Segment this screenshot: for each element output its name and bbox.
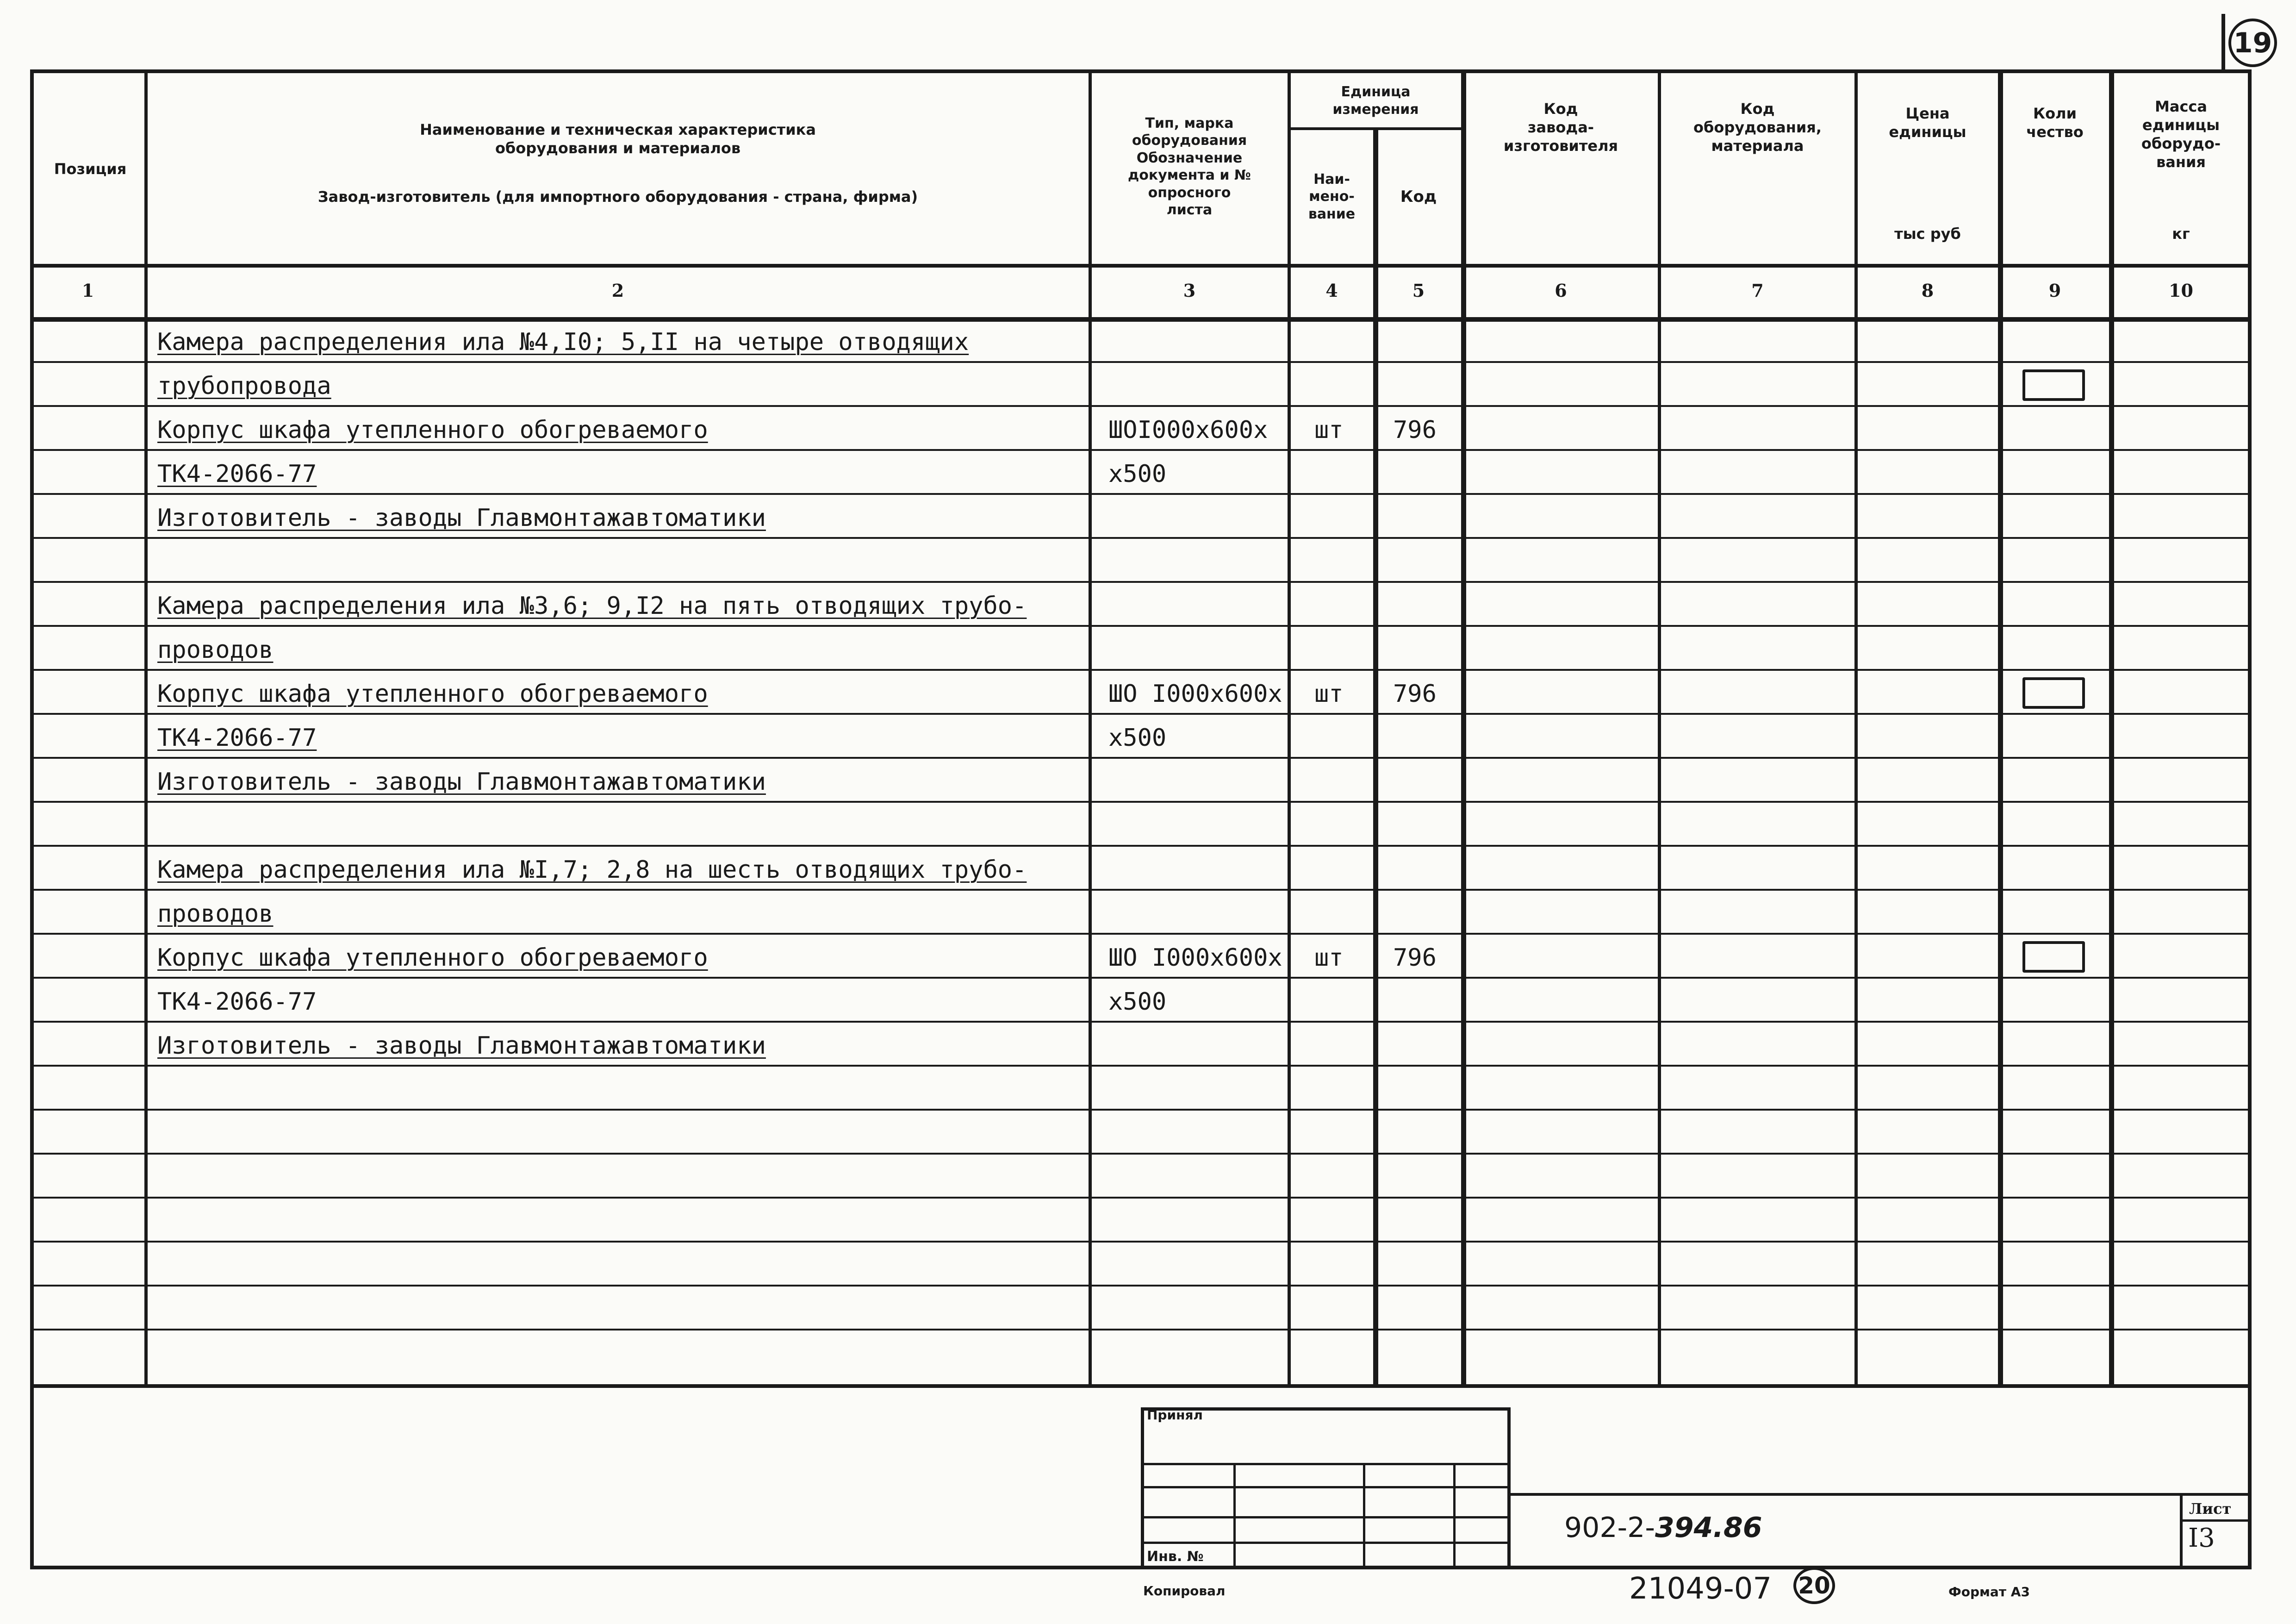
row-type-mark: ШО I000x600x — [1108, 944, 1282, 972]
row-unit-code: 796 — [1393, 416, 1437, 444]
table-row — [0, 801, 2296, 845]
table-body-bottom-line — [30, 1384, 2252, 1388]
header-manufacturer: Завод-изготовитель (для импортного оборудования - страна, фирма) — [317, 188, 918, 206]
row-unit: шт — [1314, 416, 1344, 444]
table-row — [0, 1109, 2296, 1153]
table-row — [0, 1329, 2296, 1373]
top-right-corner-mark — [2221, 14, 2225, 69]
table-row — [0, 625, 2296, 669]
column-number: 10 — [2169, 280, 2193, 301]
column-number: 6 — [1555, 280, 1567, 301]
row-name: Камера распределения ила №4,I0; 5,II на четыре отводящих — [157, 328, 969, 356]
table-row — [0, 449, 2296, 493]
sheet-box-left — [2180, 1495, 2183, 1569]
page-mark: 19 — [2228, 19, 2277, 67]
stamp-inv-no-label: Инв. № — [1147, 1549, 1204, 1565]
row-name: Камера распределения ила №3,6; 9,I2 на пять отводящих трубо- — [157, 592, 1027, 620]
table-row — [0, 757, 2296, 801]
table-row — [0, 669, 2296, 713]
row-unit-code: 796 — [1393, 680, 1437, 708]
row-name: ТК4-2066-77 — [157, 460, 317, 488]
sheet-box-mid — [2180, 1519, 2252, 1522]
bottom-sheet-mark: 20 — [1793, 1567, 1835, 1604]
format-label: Формат А3 — [1948, 1584, 2030, 1599]
row-name: Изготовитель - заводы Главмонтажавтоматики — [157, 1032, 766, 1060]
document-code — [1564, 1512, 1762, 1544]
header-unit-mass: Масса единицы оборудо- вания — [2141, 98, 2221, 171]
table-row — [0, 845, 2296, 889]
table-row — [0, 1153, 2296, 1197]
row-name: ТК4-2066-77 — [157, 724, 317, 752]
row-name: Камера распределения ила №I,7; 2,8 на шесть отводящих трубо- — [157, 856, 1027, 884]
column-number: 7 — [1751, 280, 1764, 301]
stamp-left — [1141, 1407, 1144, 1569]
row-name: Изготовитель - заводы Главмонтажавтоматики — [157, 504, 766, 532]
table-row — [0, 933, 2296, 977]
column-number: 4 — [1325, 280, 1338, 301]
row-type-mark: x500 — [1108, 460, 1167, 488]
column-number: 8 — [1921, 280, 1934, 301]
table-row — [0, 977, 2296, 1021]
row-type-mark: ШОI000x600x — [1108, 416, 1268, 444]
row-type-mark: x500 — [1108, 724, 1167, 752]
quantity-box — [2022, 677, 2085, 709]
column-number: 3 — [1183, 280, 1196, 301]
column-number: 2 — [611, 280, 624, 301]
stamp-right — [1507, 1407, 1511, 1569]
column-number: 9 — [2048, 280, 2061, 301]
stamp-column-line — [1363, 1463, 1365, 1569]
stamp-column-line — [1453, 1463, 1456, 1569]
row-name: Корпус шкафа утепленного обогреваемого — [157, 416, 708, 444]
quantity-box — [2022, 941, 2085, 973]
document-code-prefix: 902-2- — [1564, 1512, 1655, 1544]
table-row — [0, 1065, 2296, 1109]
table-row — [0, 581, 2296, 625]
header-name-title: Наименование и техническая характеристика оборудования и материалов — [420, 121, 816, 157]
row-type-mark: ШО I000x600x — [1108, 680, 1282, 708]
column-number: 1 — [81, 280, 94, 301]
table-row — [0, 889, 2296, 933]
sheet-number: I3 — [2188, 1523, 2215, 1553]
header-unit-group: Единица измерения — [1332, 84, 1419, 118]
stamp-code-top — [1509, 1493, 2252, 1496]
row-name: трубопровода — [157, 372, 331, 400]
row-unit: шт — [1314, 680, 1344, 708]
header-position: Позиция — [54, 160, 127, 178]
header-unit-price-unit: тыс руб — [1894, 225, 1961, 243]
document-code-suffix: 394.86 — [1655, 1512, 1762, 1544]
table-row — [0, 1021, 2296, 1065]
quantity-box — [2022, 369, 2085, 401]
table-row — [0, 1285, 2296, 1329]
header-type-mark: Тип, марка оборудования Обозначение документа и № опросного листа — [1128, 115, 1251, 218]
table-row — [0, 405, 2296, 449]
table-row — [0, 317, 2296, 361]
row-unit: шт — [1314, 944, 1344, 972]
row-name: Изготовитель - заводы Главмонтажавтоматики — [157, 768, 766, 796]
row-name: проводов — [157, 636, 274, 664]
header-quantity: Коли чество — [2026, 105, 2084, 141]
stamp-copied-label: Копировал — [1143, 1583, 1226, 1599]
header-plant-code: Код завода- изготовителя — [1503, 100, 1618, 155]
header-unit-code: Код — [1400, 187, 1437, 206]
column-number: 5 — [1412, 280, 1425, 301]
row-name: проводов — [157, 900, 274, 928]
header-unit-name: Наи- мено- вание — [1308, 171, 1356, 222]
row-name: Корпус шкафа утепленного обогреваемого — [157, 680, 708, 708]
table-row — [0, 713, 2296, 757]
row-type-mark: x500 — [1108, 988, 1167, 1016]
table-row — [0, 1241, 2296, 1285]
header-unit-price: Цена единицы — [1889, 105, 1966, 141]
header-equipment-code: Код оборудования, материала — [1693, 100, 1822, 155]
table-row — [0, 537, 2296, 581]
table-row — [0, 493, 2296, 537]
row-name: ТК4-2066-77 — [157, 988, 317, 1016]
table-row — [0, 1197, 2296, 1241]
order-number: 21049-07 — [1629, 1572, 1772, 1606]
sheet-label: Лист — [2189, 1500, 2232, 1518]
table-row — [0, 361, 2296, 405]
stamp-accepted-label: Принял — [1147, 1407, 1203, 1423]
row-name: Корпус шкафа утепленного обогреваемого — [157, 944, 708, 972]
header-unit-mass-unit: кг — [2172, 225, 2190, 243]
stamp-column-line — [1233, 1463, 1236, 1569]
row-unit-code: 796 — [1393, 944, 1437, 972]
